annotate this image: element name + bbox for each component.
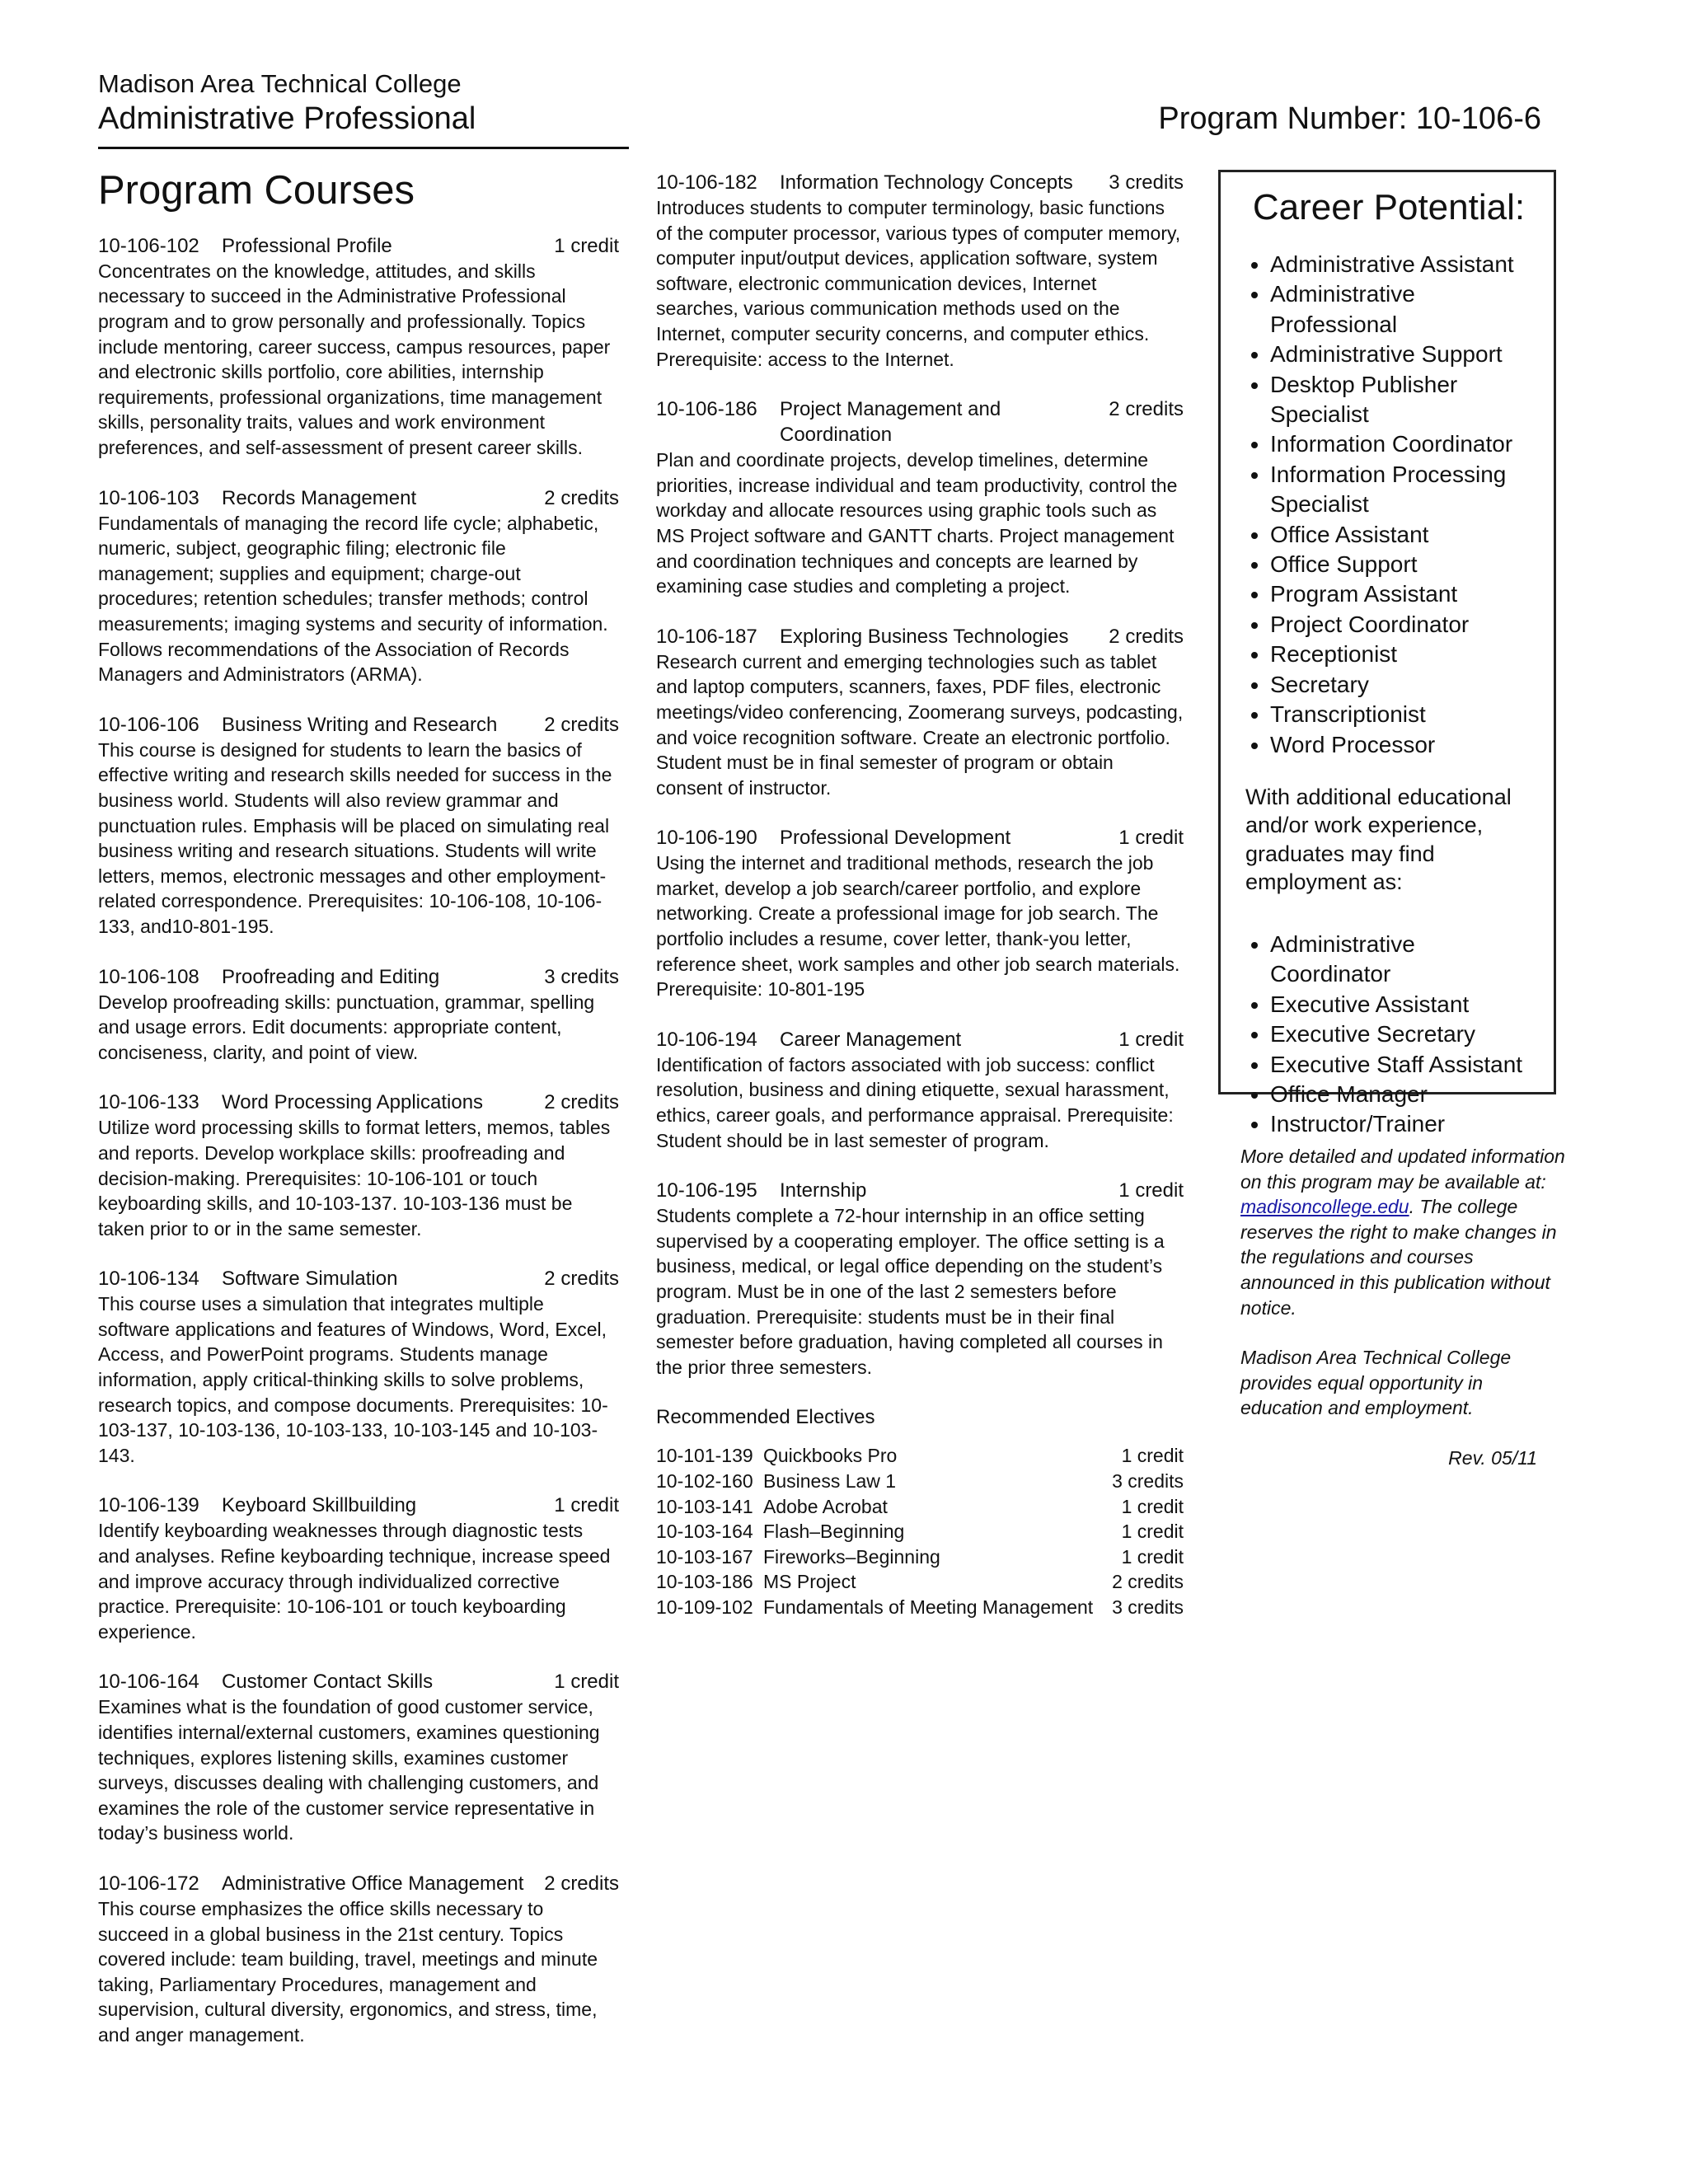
career-item: • Project Coordinator [1270, 610, 1532, 640]
course-description: Introduces students to computer terminology, basic functions of the computer processor, various types of computer memory, computer input/output devices, application software, system software, electronic communication devices, Internet searches, various communication methods used on the Internet, computer security concerns, and computer ethics. Prerequisite: access to the Internet. [656, 197, 1181, 370]
course-header [656, 1178, 1184, 1203]
course-entry [656, 825, 1184, 1002]
elective-code: 10-103-167 [656, 1545, 753, 1568]
course-credits: 1 credit [1118, 827, 1184, 850]
course-entry [98, 1266, 619, 1468]
course-title: Software Simulation [222, 1268, 398, 1291]
elective-code: 10-109-102 [656, 1596, 753, 1618]
info-note-suffix: . The college reserves the right to make changes in the regulations and courses announced in this publication without notice. [1240, 1196, 1557, 1319]
course-description: This course uses a simulation that integrates multiple software applications and features of Windows, Word, Excel, Access, and PowerPoint programs. Students manage information, apply critical-thinking skills to solve problems, research topics, and compose documents. Prerequisites: 10-103-137, 10-103-136, 10-103-133, 10-103-145 and 10-103-143. [98, 1293, 608, 1466]
left-course-list [98, 233, 619, 2048]
course-entry [656, 1027, 1184, 1153]
left-column [98, 169, 619, 2073]
course-header [98, 1266, 619, 1291]
electives-list [656, 1443, 1184, 1619]
career-item: • Secretary [1270, 670, 1532, 700]
career-item: • Information Processing Specialist [1270, 460, 1532, 520]
elective-credits: 3 credits [1112, 1596, 1184, 1618]
course-title: Administrative Office Management [222, 1872, 524, 1895]
elective-credits: 1 credit [1121, 1495, 1184, 1517]
course-description: Using the internet and traditional methods, research the job market, develop a job search/career portfolio, and explore networking. Create a professional image for job search. The portfolio includes a resume, cover letter, thank-you letter, reference sheet, work samples and other job search materials. Prerequisite: 10-801-195 [656, 852, 1180, 1001]
course-header [656, 170, 1184, 195]
revision-date: Rev. 05/11 [1448, 1446, 1537, 1469]
elective-title: Quickbooks Pro [763, 1445, 898, 1467]
course-code: 10-106-106 [98, 713, 199, 736]
course-description: Fundamentals of managing the record life cycle; alphabetic, numeric, subject, geographic filing; electronic file management; supplies and equipment; charge-out procedures; retention schedules; transfer methods; control measurements; imaging systems and security of information. Follows recommendations of the Association of Records Managers and Administrators (ARMA). [98, 512, 608, 686]
course-title: Customer Contact Skills [222, 1671, 434, 1694]
career-item: • Executive Staff Assistant [1270, 1050, 1532, 1080]
career-item: • Administrative Coordinator [1270, 930, 1532, 990]
program-courses-title: Program Courses [98, 168, 415, 213]
course-credits: 2 credits [544, 486, 619, 509]
career-potential-box [1218, 170, 1556, 1137]
course-header [98, 712, 619, 738]
course-header [98, 485, 619, 511]
course-description: Concentrates on the knowledge, attitudes, and skills necessary to succeed in the Administrative Professional program and to grow personally and professionally. Topics include mentoring, career success, campus resources, paper and electronic skills portfolio, core abilities, internship requirements, professional organizations, time management skills, personality traits, values and work environment preferences, and self-assessment of present career skills. [98, 260, 611, 459]
course-credits: 1 credit [554, 234, 619, 257]
middle-course-list [656, 170, 1184, 1380]
course-code: 10-106-134 [98, 1268, 199, 1291]
course-credits: 2 credits [544, 1091, 619, 1114]
course-description: Identification of factors associated with job success: conflict resolution, business and dining etiquette, sexual harassment, ethics, career goals, and performance appraisal. Prerequisite: Student should be in last semester of program. [656, 1053, 1174, 1151]
course-title: Word Processing Applications [222, 1091, 484, 1114]
course-entry [656, 624, 1184, 801]
career-item: • Office Support [1270, 550, 1532, 579]
course-header [656, 624, 1184, 649]
elective-code: 10-102-160 [656, 1469, 753, 1492]
elective-title: MS Project [763, 1571, 856, 1593]
course-credits: 1 credit [1118, 1028, 1184, 1051]
course-title: Career Management [780, 1028, 962, 1051]
course-entry [98, 1090, 619, 1241]
course-title: Information Technology Concepts [780, 171, 1073, 194]
elective-code: 10-101-139 [656, 1445, 753, 1467]
elective-title: Business Law 1 [763, 1469, 897, 1492]
course-credits: 2 credits [544, 713, 619, 736]
course-code: 10-106-172 [98, 1872, 199, 1895]
elective-code: 10-103-141 [656, 1495, 753, 1517]
career-list-primary [1245, 250, 1532, 760]
elective-row [656, 1519, 1184, 1544]
course-description: This course is designed for students to learn the basics of effective writing and research skills needed for success in the business world. Students will also review grammar and punctuation rules. Emphasis will be placed on simulating real business writing and research situations. Students will write letters, memos, electronic messages and other employment-related correspondence. Prerequisites: 10-106-108, 10-106-133, and10-801-195. [98, 738, 612, 937]
course-credits: 2 credits [544, 1872, 619, 1895]
elective-title: Flash–Beginning [763, 1521, 905, 1543]
career-item: • Information Coordinator [1270, 429, 1532, 459]
course-credits: 2 credits [1109, 625, 1184, 648]
middle-column [656, 170, 1184, 1620]
elective-title: Fundamentals of Meeting Management [763, 1596, 1094, 1618]
course-description: Examines what is the foundation of good customer service, identifies internal/external customers, examines questioning techniques, explores listening skills, examines customer surveys, discusses dealing with challenging customers, and examines the role of the customer service representative in today’s business world. [98, 1696, 600, 1844]
course-header [98, 1871, 619, 1896]
program-name: Administrative Professional [98, 101, 476, 136]
career-item: • Program Assistant [1270, 579, 1532, 609]
elective-row [656, 1595, 1184, 1620]
elective-credits: 1 credit [1121, 1445, 1184, 1467]
info-note [1240, 1144, 1570, 1320]
course-code: 10-106-190 [656, 827, 757, 850]
career-item: • Transcriptionist [1270, 700, 1532, 729]
elective-title: Adobe Acrobat [763, 1495, 888, 1517]
course-header [98, 1493, 619, 1518]
elective-row [656, 1569, 1184, 1595]
course-header [98, 1669, 619, 1694]
course-description: Develop proofreading skills: punctuation, grammar, spelling and usage errors. Edit documents: appropriate content, conciseness, clarity, and point of view. [98, 991, 595, 1063]
course-entry [98, 233, 619, 461]
course-title: Project Management and Coordination [780, 398, 1001, 447]
elective-title: Fireworks–Beginning [763, 1545, 940, 1568]
career-item: • Word Processor [1270, 730, 1532, 760]
equal-opportunity-note: Madison Area Technical College provides equal opportunity in education and employment. [1240, 1347, 1512, 1419]
elective-code: 10-103-186 [656, 1571, 753, 1593]
elective-credits: 3 credits [1112, 1469, 1184, 1492]
course-header [656, 825, 1184, 851]
career-item: • Executive Secretary [1270, 1019, 1532, 1049]
career-title: Career Potential: [1252, 187, 1526, 227]
course-title: Proofreading and Editing [222, 965, 440, 988]
career-item: • Administrative Professional [1270, 279, 1532, 340]
course-entry [656, 1178, 1184, 1380]
course-code: 10-106-164 [98, 1671, 199, 1694]
career-item: • Instructor/Trainer [1270, 1109, 1532, 1139]
course-header [98, 233, 619, 259]
career-item: • Office Manager [1270, 1080, 1532, 1109]
career-list-additional [1245, 930, 1532, 1140]
course-credits: 3 credits [1109, 171, 1184, 194]
elective-credits: 2 credits [1112, 1571, 1184, 1593]
course-entry [656, 396, 1184, 599]
side-note [1240, 1144, 1570, 1496]
career-note: With additional educational and/or work experience, graduates may find employment as: [1245, 784, 1512, 895]
career-item: • Office Assistant [1270, 520, 1532, 550]
course-header [98, 1090, 619, 1115]
program-number: Program Number: 10-106-6 [1158, 101, 1541, 136]
course-title: Professional Development [780, 827, 1011, 850]
course-credits: 2 credits [544, 1268, 619, 1291]
career-item: • Executive Assistant [1270, 990, 1532, 1019]
electives-title: Recommended Electives [656, 1406, 875, 1429]
elective-row [656, 1443, 1184, 1469]
course-entry [98, 485, 619, 687]
course-header [98, 964, 619, 990]
course-credits: 2 credits [1109, 398, 1184, 421]
course-entry [98, 1871, 619, 2048]
career-item: • Desktop Publisher Specialist [1270, 370, 1532, 430]
course-description: Plan and coordinate projects, develop timelines, determine priorities, increase individual and team productivity, control the workday and allocate resources using graphic tools such as MS Project software and GANTT charts. Project management and coordination techniques and concepts are learned by examining case studies and completing a project. [656, 449, 1178, 598]
course-title: Exploring Business Technologies [780, 625, 1069, 648]
course-entry [98, 1493, 619, 1644]
elective-credits: 1 credit [1121, 1521, 1184, 1543]
elective-code: 10-103-164 [656, 1521, 753, 1543]
course-credits: 1 credit [554, 1494, 619, 1517]
course-credits: 1 credit [1118, 1179, 1184, 1202]
elective-row [656, 1544, 1184, 1570]
career-item: • Administrative Support [1270, 340, 1532, 369]
college-name: Madison Area Technical College [98, 69, 462, 98]
course-code: 10-106-195 [656, 1179, 757, 1202]
course-title: Business Writing and Research [222, 713, 498, 736]
course-entry [98, 712, 619, 940]
course-code: 10-106-182 [656, 171, 757, 194]
course-header [656, 1027, 1184, 1052]
course-code: 10-106-186 [656, 398, 757, 421]
course-description: This course emphasizes the office skills necessary to succeed in a global business in the 21st century. Topics covered include: team building, travel, meetings and minute taking, Parliamentary Procedures, management and supervision, cultural diversity, ergonomics, and stress, time, and anger management. [98, 1897, 598, 2046]
course-description: Utilize word processing skills to format letters, memos, tables and reports. Develop workplace skills: proofreading and decision-making. Prerequisites: 10-106-101 or touch keyboarding skills, and 10-103-137. 10-103-136 must be taken prior to or in the same semester. [98, 1117, 611, 1240]
course-entry [98, 1669, 619, 1846]
elective-credits: 1 credit [1121, 1545, 1184, 1568]
header-rule [98, 147, 629, 149]
course-code: 10-106-194 [656, 1028, 757, 1051]
course-description: Research current and emerging technologies such as tablet and laptop computers, scanners, faxes, PDF files, electronic meetings/video conferencing, Zoomerang surveys, podcasting, and voice recognition software. Create an electronic portfolio. Student must be in final semester of program or obtain consent of instructor. [656, 650, 1184, 799]
elective-row [656, 1494, 1184, 1520]
course-code: 10-106-139 [98, 1494, 199, 1517]
course-title: Professional Profile [222, 234, 392, 257]
course-code: 10-106-103 [98, 486, 199, 509]
course-title: Internship [780, 1179, 867, 1202]
course-title: Keyboard Skillbuilding [222, 1494, 417, 1517]
course-code: 10-106-133 [98, 1091, 199, 1114]
course-description: Identify keyboarding weaknesses through diagnostic tests and analyses. Refine keyboarding technique, increase speed and improve accuracy through individualized corrective practice. Prerequisite: 10-106-101 or touch keyboarding experience. [98, 1520, 611, 1643]
course-title: Records Management [222, 486, 417, 509]
career-item: • Receptionist [1270, 640, 1532, 669]
course-code: 10-106-108 [98, 965, 199, 988]
career-item: • Administrative Assistant [1270, 250, 1532, 279]
college-website-link[interactable]: madisoncollege.edu [1240, 1196, 1409, 1218]
course-entry [98, 964, 619, 1066]
course-code: 10-106-102 [98, 234, 199, 257]
elective-row [656, 1469, 1184, 1494]
info-note-prefix: More detailed and updated information on this program may be available at: [1240, 1146, 1565, 1193]
course-header [656, 396, 1184, 448]
course-code: 10-106-187 [656, 625, 757, 648]
course-entry [656, 170, 1184, 372]
course-description: Students complete a 72-hour internship in an office setting supervised by a cooperating employer. The office setting is a business, medical, or legal office depending on the student’s program. Must be in one of the last 2 semesters before graduation. Prerequisite: students must be in their final semester before graduation, having completed all courses in the prior three semesters. [656, 1205, 1165, 1378]
course-credits: 3 credits [544, 965, 619, 988]
course-credits: 1 credit [554, 1671, 619, 1694]
